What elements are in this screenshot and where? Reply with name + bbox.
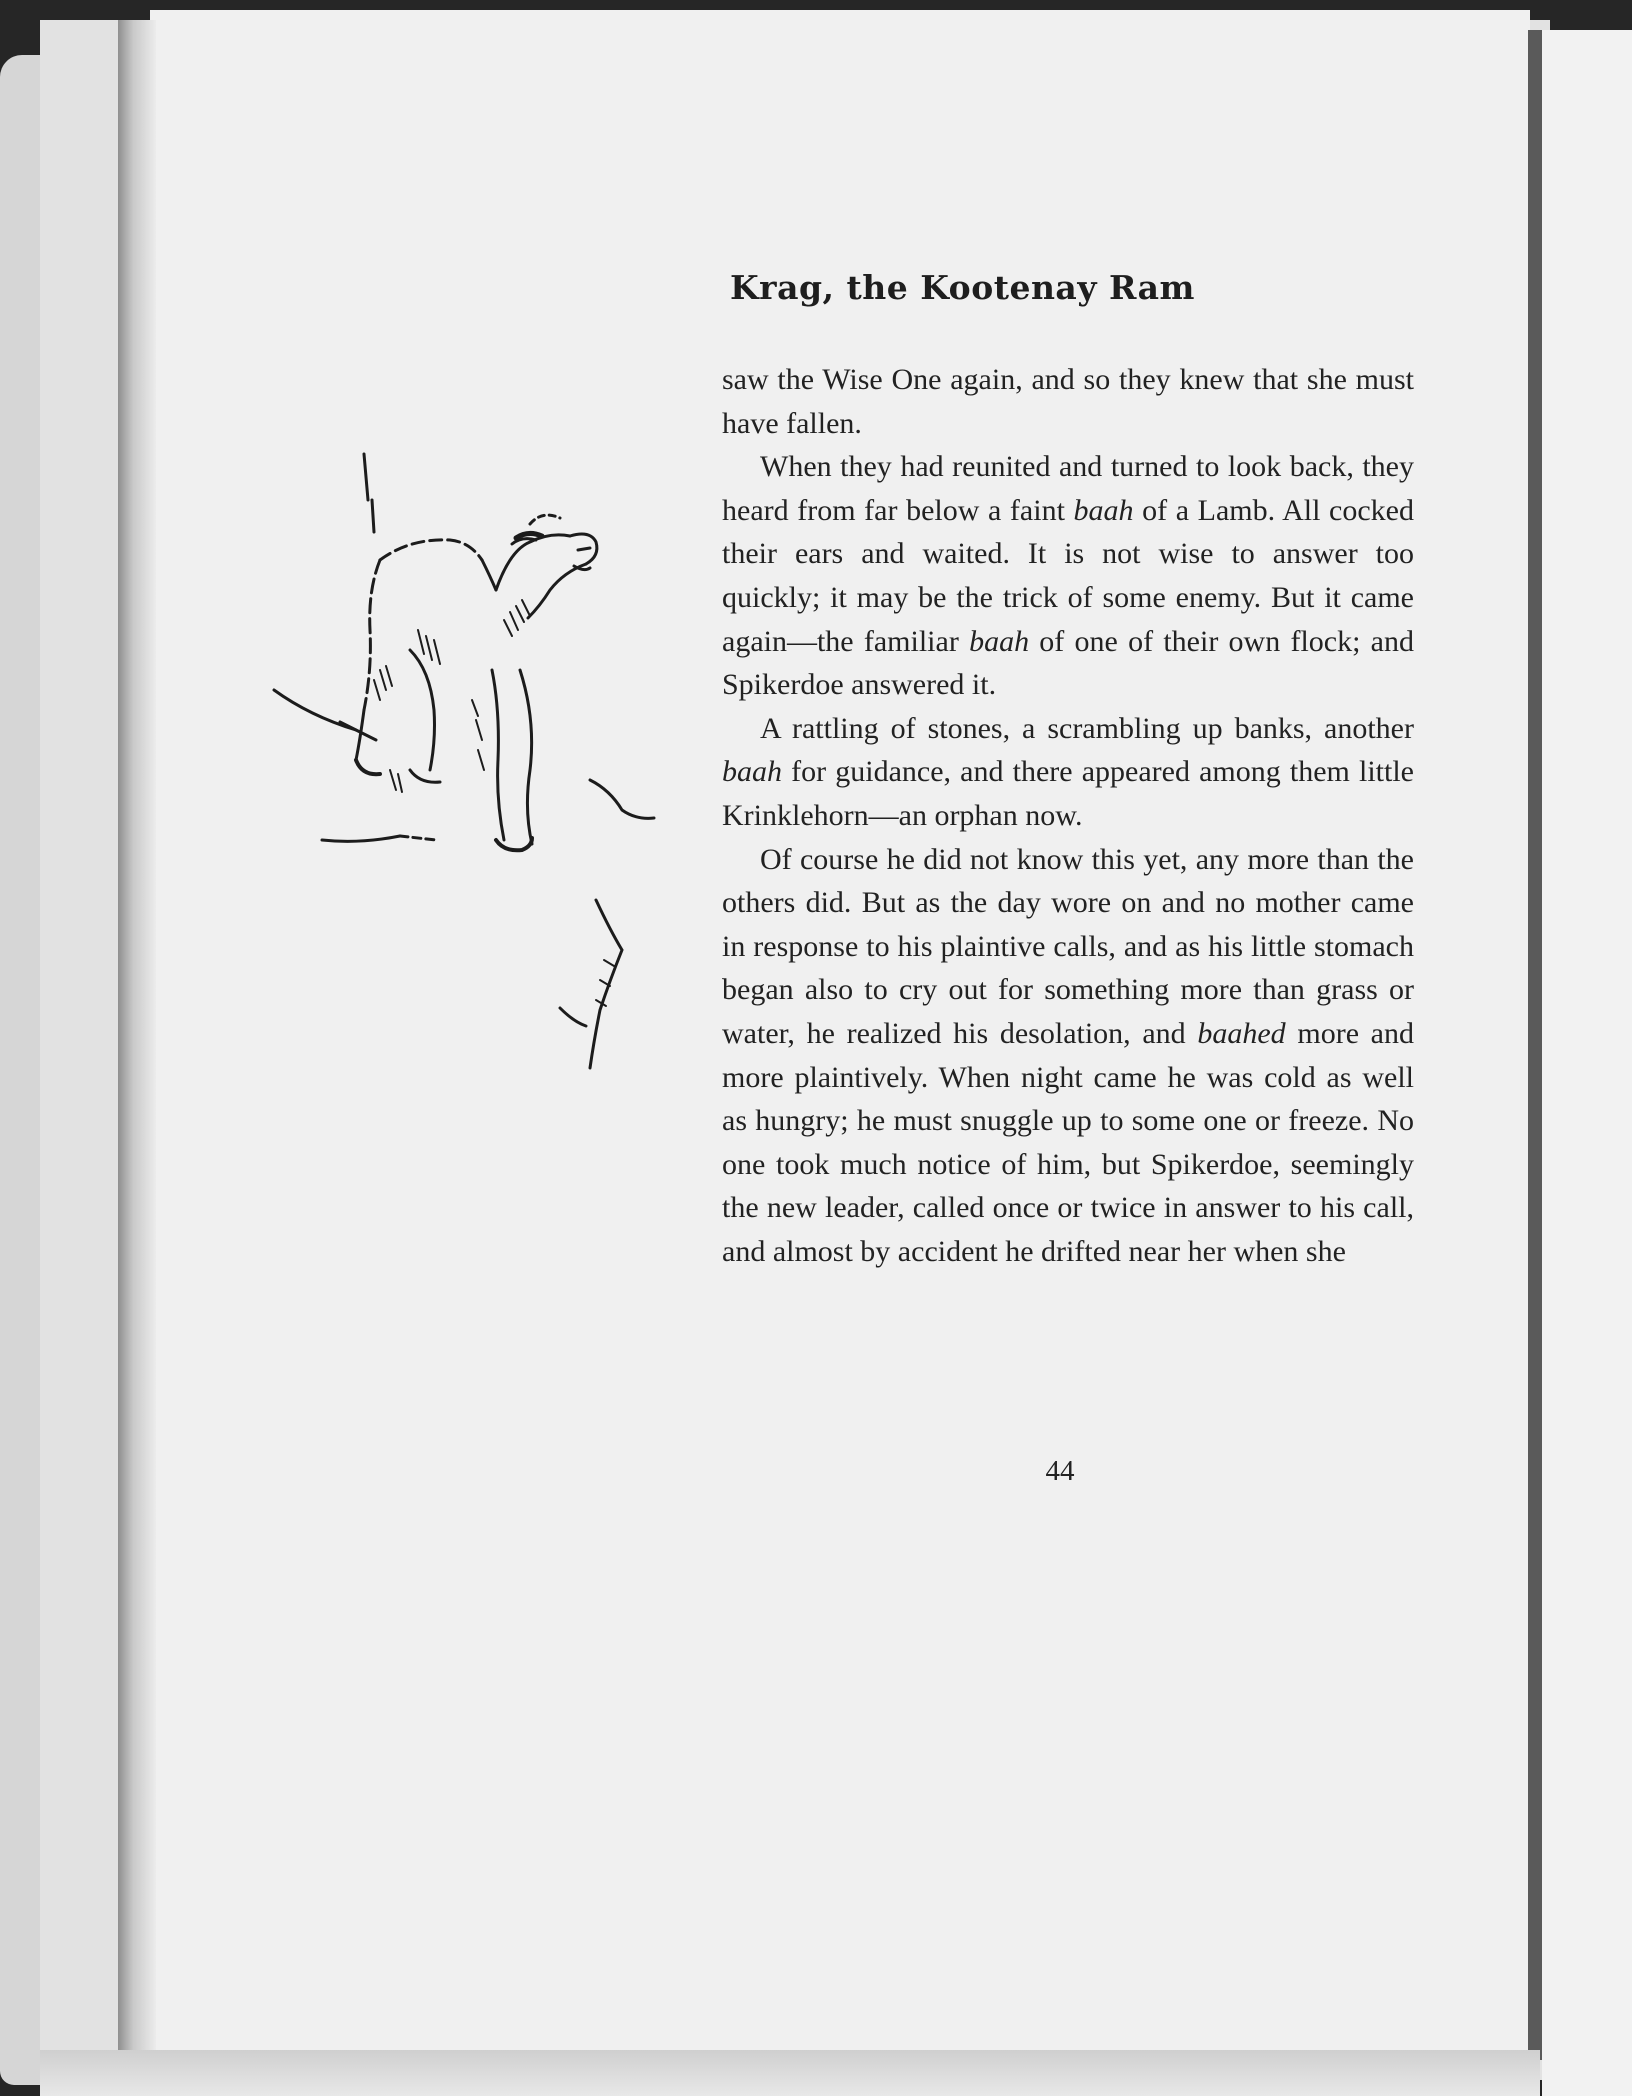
page-bottom-edge <box>40 2050 1540 2096</box>
paragraph <box>722 707 1414 838</box>
italic-word: baah <box>969 624 1030 658</box>
italic-word: baah <box>722 755 782 789</box>
paragraph <box>722 445 1414 707</box>
text-run: for guidance, and there appeared among them little Krinklehorn—an orphan now. <box>722 755 1414 832</box>
text-run: When they had reunited and turned to look back, they heard from far below a faint <box>722 450 1414 527</box>
paragraph <box>722 358 1414 445</box>
lamb-sketch-icon <box>260 440 680 1080</box>
text-run: Of course he did not know this yet, any more than the others did. But as the day wore on and no mother came in response to his plaintive calls, and as his little stomach began also to cry out for something more than grass or water, he realized his desolation, and <box>722 842 1414 1050</box>
binding-gutter <box>118 20 156 2060</box>
text-run: saw the Wise One again, and so they knew that she must have fallen. <box>722 363 1414 440</box>
page-number: 44 <box>1045 1455 1075 1487</box>
facing-page <box>1542 30 1632 2096</box>
text-run: more and more plaintively. When night came he was cold as well as hungry; he must snuggle up to some one or freeze. No one took much notice of him, but Spikerdoe, seemingly the new leader, called once or twice in answer to his call, and almost by accident he drifted near her when she <box>722 1016 1414 1268</box>
italic-word: baahed <box>1197 1016 1286 1050</box>
text-run: of one of their own flock; and Spikerdoe answered it. <box>722 624 1414 702</box>
running-head: Krag, the Kootenay Ram <box>730 268 1195 307</box>
page-right-edge <box>1528 30 1542 2060</box>
italic-word: baah <box>1073 493 1134 527</box>
body-text <box>722 358 1414 1273</box>
text-run: of a Lamb. All cocked their ears and waited. It is not wise to answer too quickly; it may be the trick of some enemy. But it came again—the familiar <box>722 493 1414 658</box>
paragraph <box>722 838 1414 1274</box>
text-run: A rattling of stones, a scrambling up banks, another <box>760 711 1414 745</box>
